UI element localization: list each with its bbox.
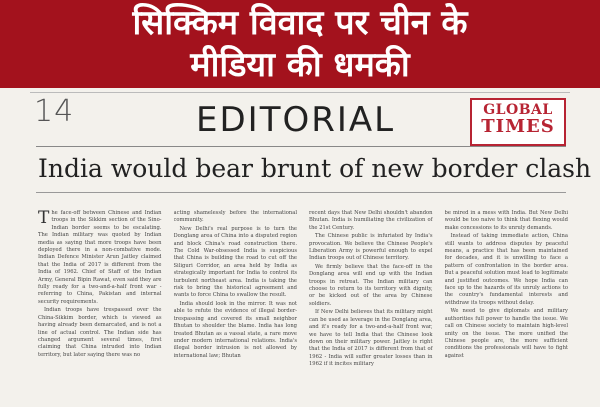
article-paragraph: The Chinese public is infuriated by India's provocation. We believe the Chinese People's Liberation Army is powerful enough to expel Indian troops out of Chinese territory. — [309, 233, 433, 262]
article-paragraph: Indian troops have trespassed over the China-Sikkim border, which is viewed as having already been demarcated, and is not a line of actual control. The Indian side has changed argument several times, first claiming that China intruded into Indian territory, but later saying there was no — [38, 307, 162, 358]
section-rule — [36, 146, 566, 147]
logo-line-1: GLOBAL — [483, 102, 553, 118]
article-column-1 — [38, 210, 162, 407]
section-title: EDITORIAL — [196, 100, 396, 140]
article-column-2 — [174, 210, 298, 407]
banner-headline-line-1: सिक्किम विवाद पर चीन के — [132, 3, 468, 43]
article-column-4 — [445, 210, 569, 407]
article-paragraph: India should look in the mirror. It was not able to refute the evidence of illegal border-trespassing and covered its small neighbor Bhutan to shoulder the blame. India has long treated Bhutan as a vassal state, a rare move under modern international relations. India's illegal border intrusion is not allowed by international law; Bhutan — [173, 300, 297, 359]
headline-banner — [0, 0, 600, 88]
article-paragraph: New Delhi's real purpose is to turn the Donglang area of China into a disputed region and block China's road construction there. The Cold War-obsessed India is suspicious that China is building the road to cut off the Siliguri Corridor, an area held by India as strategically important for India to control its turbulent northeast area. India is taking the risk to bring the historical agreement and wants to force China to swallow the result. — [173, 225, 297, 299]
logo-line-2: TIMES — [481, 116, 555, 137]
newspaper-logo — [470, 98, 566, 146]
article-paragraph: We firmly believe that the face-off in the Donglang area will end up with the Indian troops in retreat. The Indian military can choose to return to its territory with dignity, or be kicked out of the area by Chinese soldiers. — [309, 263, 433, 307]
article-column-3 — [309, 210, 433, 407]
article-paragraph: The face-off between Chinese and Indian troops in the Sikkim section of the Sino-Indian border seems to be escalating. The Indian military was quoted by Indian media as saying that more troops have been deployed there in a non-combative mode. Indian Defence Minister Arun Jaitley claimed that the India of 2017 is different from the India of 1962. Chief of Staff of the Indian Army, General Bipin Rawat, even said they are fully ready for a two-and-a-half front war - referring to China, Pakistan and internal security requirements. — [38, 210, 162, 305]
article-paragraph: We need to give diplomats and military authorities full power to handle the issue. We call on Chinese society to maintain high-level unity on the issue. The more unified the Chinese people are, the more sufficient conditions the professionals will have to fight against — [444, 308, 568, 359]
article-paragraph: recent days that New Delhi shouldn't abandon Bhutan. India is humiliating the civilization of the 21st Century. — [309, 210, 433, 231]
article-paragraph: be mired in a mess with India. But New Delhi would be too naive to think that flexing would make concessions to its unruly demands. — [444, 210, 568, 231]
headline-rule — [36, 192, 566, 193]
top-rule — [30, 92, 570, 93]
drop-cap: T — [38, 210, 50, 228]
banner-headline-line-2: मीडिया की धमकी — [190, 45, 410, 85]
page-number: 14 — [34, 94, 75, 129]
article-body — [38, 210, 568, 407]
article-headline: India would bear brunt of new border clash — [38, 154, 592, 183]
article-paragraph: acting shamelessly before the international community. — [173, 210, 297, 224]
article-paragraph: Instead of taking immediate action, China still wants to address disputes by peaceful means, a practice that has been maintained for decades, and it is unwilling to face a pattern of confrontation in the border area. But a peaceful solution must lead to legitimate and justified outcomes. We hope India can face up to the hazards of its unruly actions to the country's fundamental interests and withdraw its troops without delay. — [444, 233, 568, 306]
article-paragraph: If New Delhi believes that its military might can be used as leverage in the Donglang area, and it's ready for a two-and-a-half front war, we have to tell India that the Chinese look down on their military power. Jaitley is right that the India of 2017 is different from that of 1962 - India will suffer greater losses than in 1962 if it incites military — [309, 309, 433, 368]
newspaper-clipping — [0, 88, 600, 407]
